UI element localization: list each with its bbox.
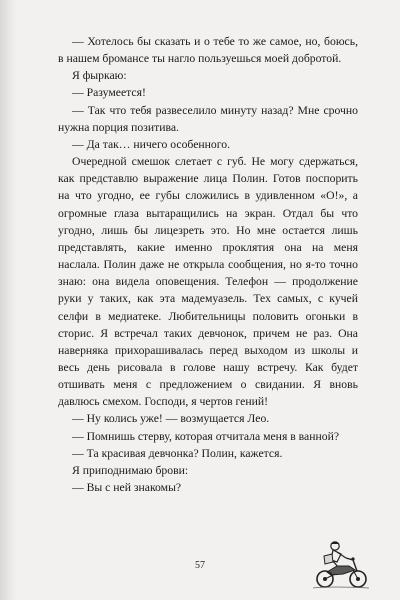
paragraph: Я фыркаю:	[72, 69, 127, 83]
paragraph: — Помнишь стерву, которая отчитала меня в ванной?	[72, 429, 340, 443]
paragraph: — Хотелось бы сказать и о тебе то же самое, но, боюсь, в нашем бромансе ты нагло пользуешься моей добротой.	[58, 35, 358, 66]
page-number: 57	[195, 560, 205, 571]
paragraph: — Вы с ней знакомы?	[72, 481, 182, 495]
motorcycle-rider-icon	[313, 538, 369, 590]
page-gutter-shadow	[0, 0, 16, 600]
paragraph: — Да так… ничего особенного.	[72, 137, 231, 151]
paragraph: — Разумеется!	[72, 86, 146, 100]
paragraph: — Та красивая девчонка? Полин, кажется.	[72, 446, 283, 460]
paragraph: — Так что тебя развеселило минуту назад? Мне срочно нужна порция позитива.	[58, 103, 358, 134]
paragraph: Очередной смешок слетает с губ. Не могу сдержаться, как представлю выражение лица Полин. Готов поспорить на что угодно, ее губы сложились в удивленном «О!», а огромные глаза вытаращились на экран. Отдал бы что угодно, лишь бы лицезреть это. Но мне остается лишь представлять, какие именно проклятия она на меня наслала. Полин даже не открыла сообщения, но я-то точно знаю: она видела оповещения. Телефон — продолжение руки у таких, как эта мадемуазель. Тех самых, с кучей селфи в медиатеке. Любительницы половить огоньки в сторис. Я встречал таких девчонок, причем не раз. Она наверняка прихорашивалась перед выходом из школы и весь день рисовала в голове нашу встречу. Как будет отшивать меня с предложением о свидании. Я вновь давлюсь смехом. Господи, я чертов гений!	[58, 155, 358, 409]
page-text	[58, 33, 358, 496]
paragraph: — Ну колись уже! — возмущается Лео.	[72, 412, 270, 426]
paragraph: Я приподнимаю брови:	[72, 463, 189, 477]
